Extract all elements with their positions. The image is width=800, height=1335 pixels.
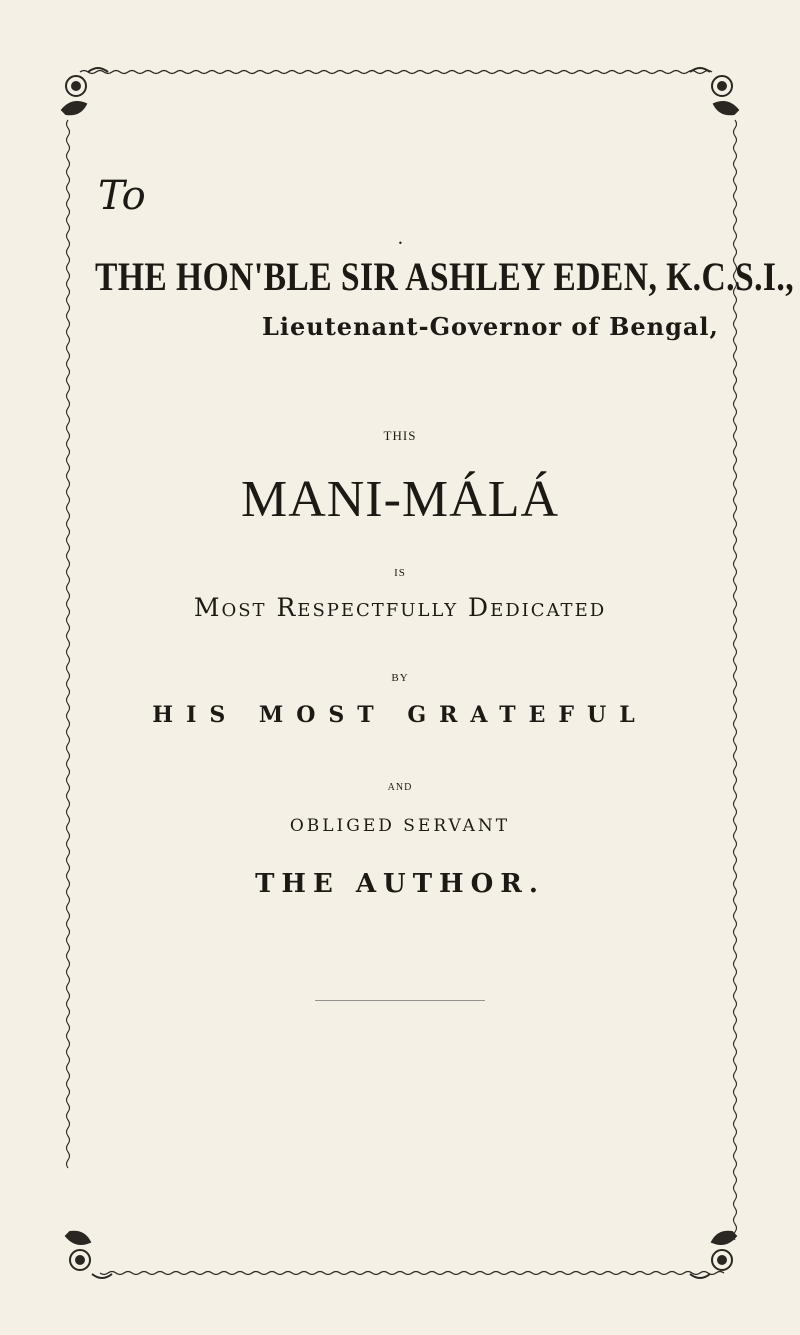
divider-rule (315, 1000, 485, 1001)
dedicatee-name: THE HON'BLE SIR ASHLEY EDEN, K.C.S.I., (95, 254, 795, 299)
salutation: To (98, 173, 146, 219)
fleuron-corner-icon (690, 1232, 736, 1278)
grateful-line: HIS MOST GRATEFUL (152, 702, 648, 728)
fleuron-corner-icon (690, 68, 738, 114)
dedication-line: Most Respectfully Dedicated (193, 593, 607, 622)
dedicatee-office: Lieutenant-Governor of Bengal, (262, 312, 719, 341)
servant-line: OBLIGED SERVANT (289, 816, 511, 836)
label-and: AND (387, 782, 413, 793)
label-is: IS (394, 567, 406, 579)
label-by: BY (391, 672, 409, 684)
fleuron-corner-icon (62, 68, 108, 114)
book-title: MANI-MÁLÁ (240, 471, 560, 528)
author-line: THE AUTHOR. (255, 869, 545, 899)
fleuron-corner-icon (66, 1232, 112, 1278)
label-this: THIS (383, 428, 417, 443)
ornament-dot: • (398, 239, 403, 248)
